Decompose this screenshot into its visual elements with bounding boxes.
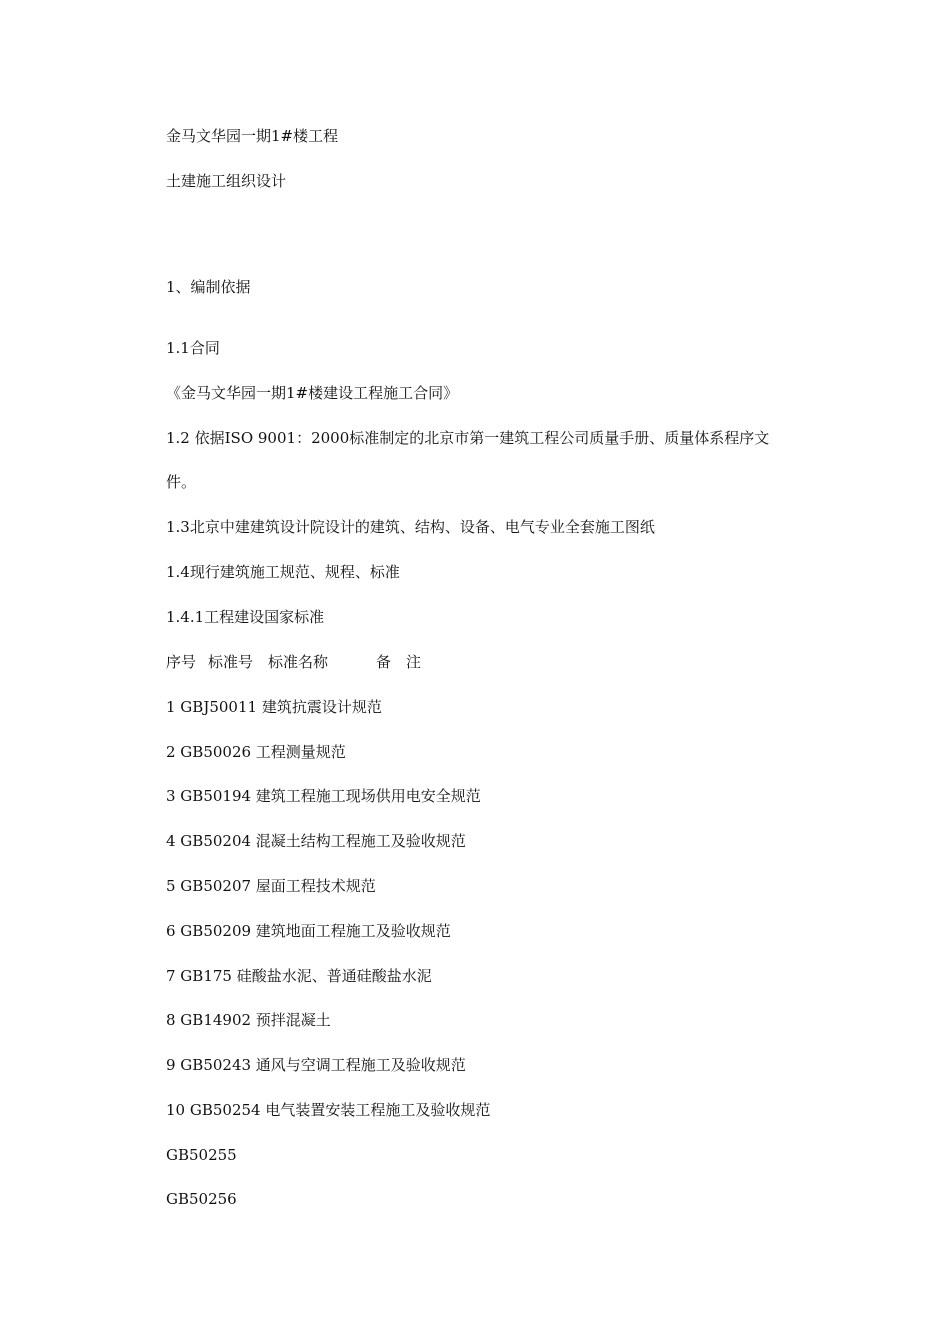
table-row: 8 GB14902 预拌混凝土 — [166, 1011, 331, 1029]
section-1-2-line1: 1.2 依据ISO 9001：2000标准制定的北京市第一建筑工程公司质量手册、质量体系程序文 — [166, 429, 770, 447]
table-row: GB50256 — [166, 1190, 237, 1208]
section-1-1: 1.1合同 — [166, 339, 220, 357]
table-row: 7 GB175 硅酸盐水泥、普通硅酸盐水泥 — [166, 967, 432, 985]
table-header — [166, 652, 421, 672]
table-row: GB50255 — [166, 1146, 237, 1164]
table-row: 5 GB50207 屋面工程技术规范 — [166, 877, 376, 895]
table-row: 10 GB50254 电气装置安装工程施工及验收规范 — [166, 1101, 491, 1119]
section-1-3: 1.3北京中建建筑设计院设计的建筑、结构、设备、电气专业全套施工图纸 — [166, 518, 655, 536]
table-row: 1 GBJ50011 建筑抗震设计规范 — [166, 698, 382, 716]
table-row: 9 GB50243 通风与空调工程施工及验收规范 — [166, 1056, 466, 1074]
table-row: 4 GB50204 混凝土结构工程施工及验收规范 — [166, 832, 466, 850]
table-row: 3 GB50194 建筑工程施工现场供用电安全规范 — [166, 787, 481, 805]
section-1-4: 1.4现行建筑施工规范、规程、标准 — [166, 563, 400, 581]
contract-name: 《金马文华园一期1#楼建设工程施工合同》 — [166, 384, 459, 402]
col-header-remark: 备 注 — [376, 653, 422, 671]
table-row: 2 GB50026 工程测量规范 — [166, 743, 346, 761]
document-subtitle: 土建施工组织设计 — [166, 172, 287, 190]
section-heading-1: 1、编制依据 — [166, 278, 251, 296]
col-header-index: 序号 — [166, 653, 197, 671]
section-1-4-1: 1.4.1工程建设国家标准 — [166, 608, 325, 626]
col-header-code: 标准号 — [208, 653, 254, 671]
section-1-2-line2: 件。 — [166, 473, 197, 491]
col-header-name: 标准名称 — [268, 653, 329, 671]
table-row: 6 GB50209 建筑地面工程施工及验收规范 — [166, 922, 451, 940]
project-title: 金马文华园一期1#楼工程 — [166, 127, 339, 145]
